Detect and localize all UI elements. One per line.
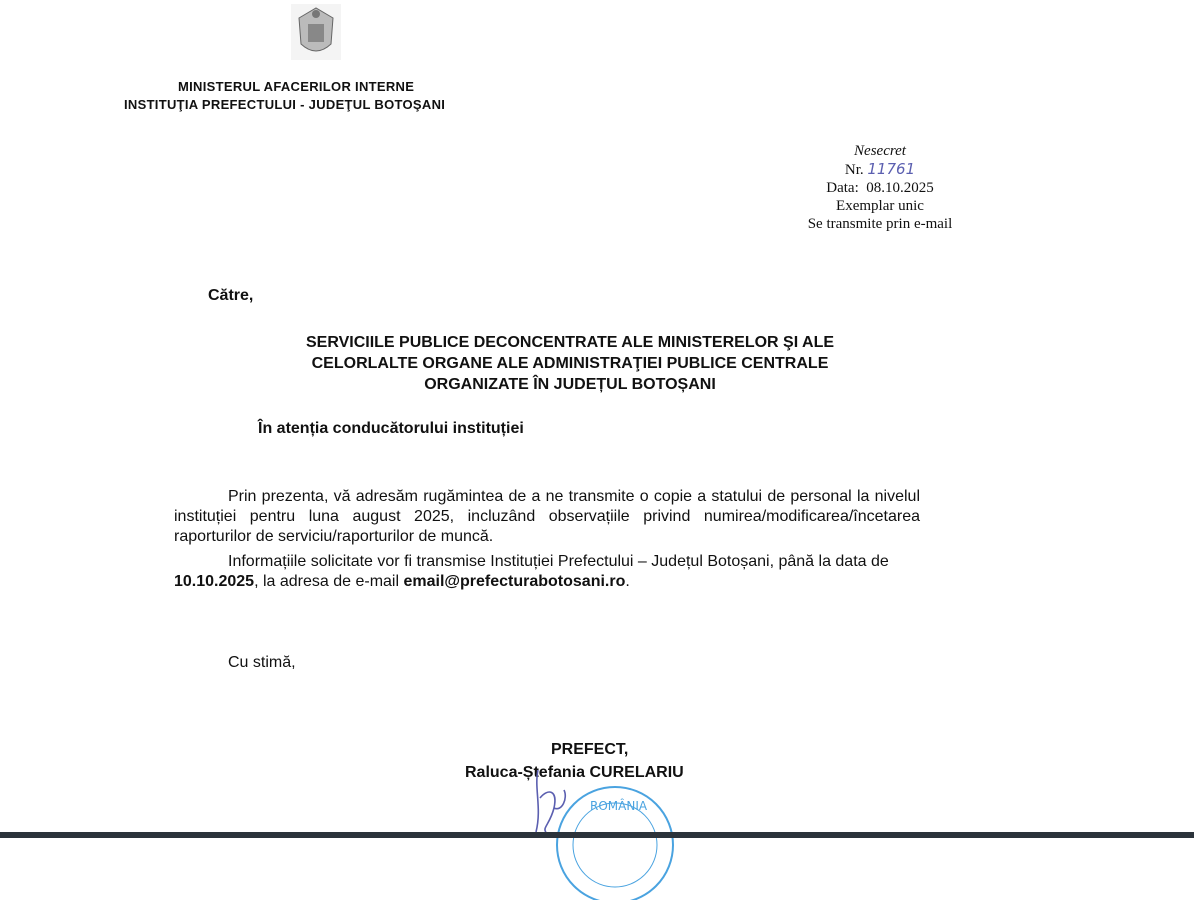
number-label: Nr.: [844, 162, 864, 178]
email-address: email@prefecturabotosani.ro: [403, 573, 626, 590]
recipient-address: [200, 332, 940, 395]
deadline: 10.10.2025: [174, 573, 255, 590]
date-label: Data:: [826, 180, 859, 196]
signature-icon: [528, 768, 578, 834]
date: [780, 179, 980, 197]
classification: Nesecret: [854, 143, 906, 159]
signer-name: Raluca-Ștefania CURELARIU: [465, 764, 684, 781]
paragraph-2-text: Informațiile solicitate vor fi transmise Instituției Prefectului – Județul Botoșani, până la data de: [228, 553, 889, 570]
number-value: 11761: [867, 160, 916, 178]
paragraph-1: Prin prezenta, vă adresăm rugămintea de a ne transmite o copie a statului de personal la nivelul instituției pentru luna august 2025, incluzând observațiile privind numirea/modificarea/încetarea raporturilor de serviciu/raporturilor de muncă.: [174, 488, 920, 545]
document-meta: [780, 142, 980, 233]
to-label: Către,: [208, 287, 254, 304]
paragraph-2: [174, 552, 920, 592]
transmission-note: Se transmite prin e-mail: [807, 216, 953, 232]
paragraph-2-text: .: [625, 573, 630, 590]
svg-text:ROMÂNIA: ROMÂNIA: [590, 799, 648, 813]
registration-number: [780, 160, 980, 179]
institution-name: INSTITUŢIA PREFECTULUI - JUDEŢUL BOTOŞANI: [124, 97, 446, 112]
ministry-name: MINISTERUL AFACERILOR INTERNE: [178, 79, 415, 94]
recipient-line: CELORLALTE ORGANE ALE ADMINISTRAŢIEI PUBLICE CENTRALE: [311, 355, 829, 372]
copy-note: Exemplar unic: [836, 198, 924, 214]
recipient-line: ORGANIZATE ÎN JUDEȚUL BOTOȘANI: [424, 376, 716, 393]
attention-line: În atenția conducătorului instituției: [258, 420, 524, 437]
bottom-bar: [0, 832, 1194, 838]
recipient-line: SERVICIILE PUBLICE DECONCENTRATE ALE MINISTERELOR ŞI ALE: [305, 334, 835, 351]
paragraph-2-text: , la adresa de e-mail: [254, 573, 404, 590]
coat-of-arms-icon: [291, 4, 341, 60]
salutation: Cu stimă,: [228, 654, 296, 671]
date-value: 08.10.2025: [866, 180, 934, 196]
signer-title: PREFECT,: [551, 741, 629, 758]
